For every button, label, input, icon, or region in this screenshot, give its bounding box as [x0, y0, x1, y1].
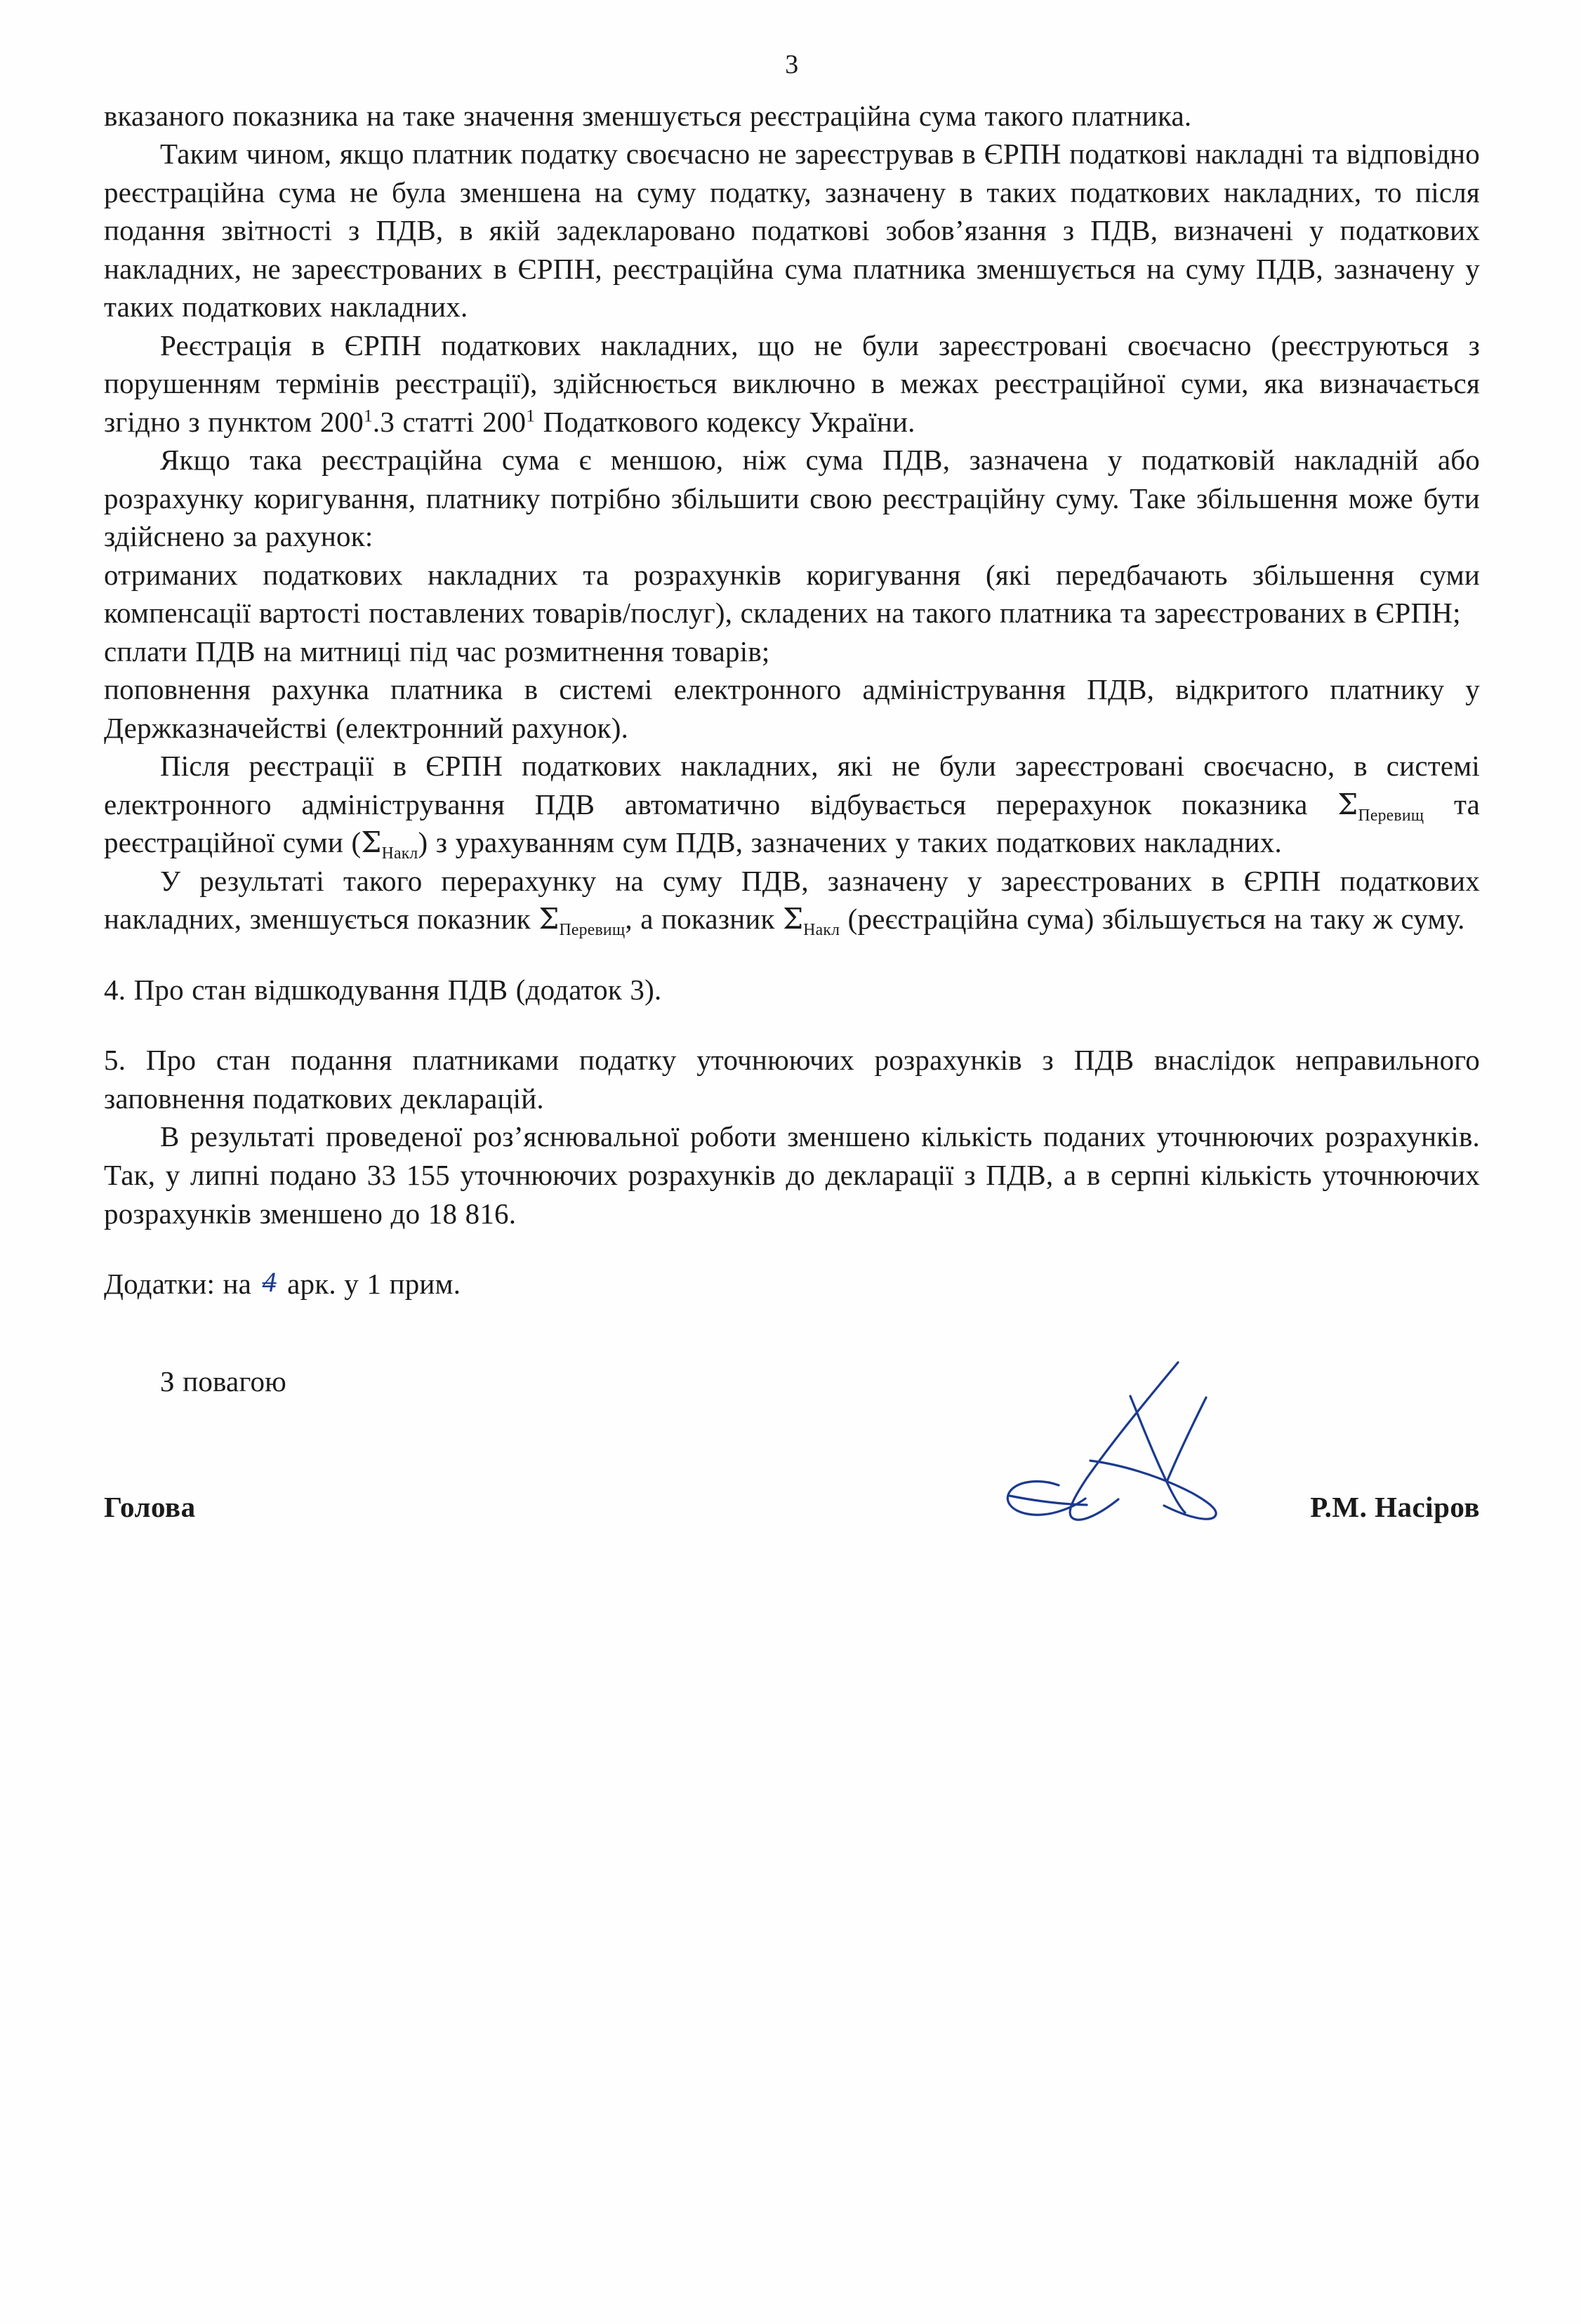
spacer-before-item-4 [104, 938, 1480, 971]
spacer-before-item-5 [104, 1009, 1480, 1041]
paragraph-4: Якщо така реєстраційна сума є меншою, ніж сума ПДВ, зазначена у податковій накладній або розрахунку коригування, платнику потрібно збільшити свою реєстраційну суму. Таке збільшення може бути здійснено за рахунок: [104, 444, 1480, 553]
paragraph-8-text-2: та реєстраційної суми ( [104, 788, 1480, 859]
spacer-before-attachments [104, 1233, 1480, 1265]
spacer-before-closing [104, 1303, 1480, 1344]
paragraph-6: сплати ПДВ на митниці під час розмитнення товарів; [104, 635, 770, 668]
clause-superscript-2: 1 [526, 406, 536, 426]
sigma-subscript-perevysh-1: Перевищ [1358, 806, 1424, 825]
sigma-symbol-perevysh-2: Σ [538, 902, 560, 936]
clause-number-suffix: Податкового кодексу України. [535, 405, 915, 438]
signatory-name: Р.М. Насіров [1310, 1490, 1480, 1523]
document-body [104, 49, 1480, 1524]
signature-footer-row [104, 1490, 1480, 1524]
paragraph-9-text-3: (реєстраційна сума) збільшується на таку ж суму. [840, 903, 1465, 936]
paragraph-8-text-1: Після реєстрації в ЄРПН податкових накладних, які не були зареєстровані своєчасно, в системі електронного адміністрування ПДВ автоматично відбувається перерахунок показника [104, 750, 1480, 821]
paragraph-3 [104, 326, 1480, 441]
signature-block [104, 1362, 1480, 1524]
paragraph-2: Таким чином, якщо платник податку своєчасно не зареєстрував в ЄРПН податкові накладні та відповідно реєстраційна сума не була зменшена на суму податку, зазначену в таких податкових накладних, то після подання звітності з ПДВ, в якій задекларовано податкові зобов’язання з ПДВ, визначені у податкових накладних, не зареєстрованих в ЄРПН, реєстраційна сума платника зменшується на суму ПДВ, зазначену у таких податкових накладних. [104, 138, 1480, 324]
sigma-subscript-nakl-2: Накл [803, 921, 840, 940]
signatory-title: Голова [104, 1490, 196, 1523]
paragraph-3-text: Реєстрація в ЄРПН податкових накладних, що не були зареєстровані своєчасно (реєструються з порушенням термінів реєстрації), здійснюється виключно в межах реєстраційної суми, яка визначається згідно з пунктом [104, 328, 1480, 438]
sigma-symbol-nakl-1: Σ [361, 825, 382, 860]
paragraph-9-text-2: , а показник [625, 903, 783, 936]
paragraph-1: вказаного показника на таке значення зменшується реєстраційна сума такого платника. [104, 99, 1192, 132]
clause-number-prefix: 200 [319, 405, 364, 438]
closing-salutation: З повагою [160, 1364, 286, 1397]
sigma-symbol-nakl-2: Σ [783, 902, 804, 936]
sigma-subscript-perevysh-2: Перевищ [559, 921, 626, 940]
paragraph-5: отриманих податкових накладних та розрахунків коригування (які передбачають збільшення суми компенсації вартості поставлених товарів/послуг), складених на такого платника та зареєстрованих в ЄРПН; [104, 558, 1480, 630]
paragraph-8-text-3: ) з урахуванням сум ПДВ, зазначених у таких податкових накладних. [418, 826, 1282, 859]
attachments-suffix: арк. у 1 прим. [287, 1268, 461, 1301]
page-number: 3 [785, 50, 799, 79]
paragraph-9-text-1: У результаті такого перерахунку на суму ПДВ, зазначену у зареєстрованих в ЄРПН податкових накладних, зменшується показник [104, 864, 1480, 936]
paragraph-12: В результаті проведеної роз’яснювальної роботи зменшено кількість поданих уточнюючих розрахунків. Так, у липні подано 33 155 уточнюючих розрахунків до декларації з ПДВ, а в серпні кількість уточнюючих розрахунків зменшено до 18 816. [104, 1120, 1480, 1230]
sigma-subscript-nakl-1: Накл [381, 844, 418, 863]
attachments-prefix: Додатки: на [104, 1268, 252, 1301]
paragraph-7: поповнення рахунка платника в системі електронного адміністрування ПДВ, відкритого платнику у Держказначействі (електронний рахунок). [104, 673, 1480, 744]
list-item-4: 4. Про стан відшкодування ПДВ (додаток 3). [104, 973, 662, 1006]
clause-superscript-1: 1 [363, 406, 373, 426]
paragraph-9 [104, 862, 1480, 938]
paragraph-8 [104, 747, 1480, 862]
attachments-handwritten-count: 4 [262, 1266, 277, 1299]
sigma-symbol-perevysh-1: Σ [1337, 787, 1358, 821]
attachments-line [104, 1265, 1480, 1303]
list-item-5: 5. Про стан подання платниками податку уточнюючих розрахунків з ПДВ внаслідок неправильного заповнення податкових декларацій. [104, 1044, 1480, 1115]
clause-number-mid: .3 статті 200 [372, 405, 527, 438]
